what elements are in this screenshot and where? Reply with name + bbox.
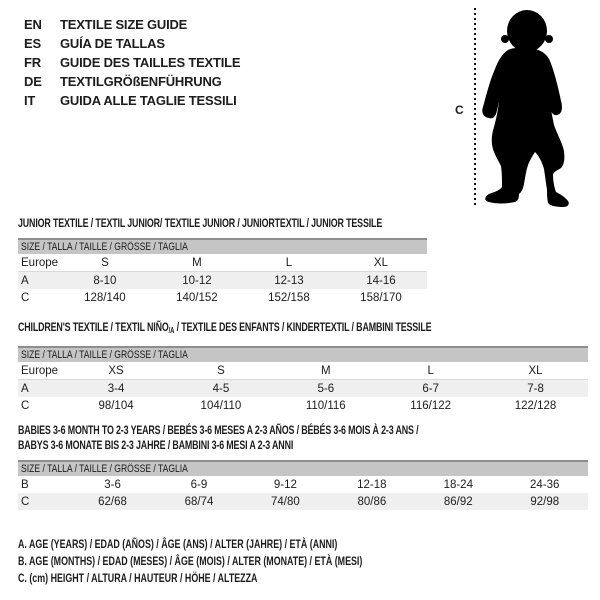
row-label: B [21,478,29,491]
language-title-list [24,15,240,110]
list-item [24,34,240,53]
table-cell: 104/110 [200,399,242,412]
table-cell: M [151,254,243,272]
table-cell: 116/122 [410,399,452,412]
title-part: CHILDREN'S TEXTILE / TEXTIL NIÑO [18,320,169,334]
babies-size-table [18,460,588,510]
table-row [18,254,427,272]
height-measure-label: C [455,103,464,117]
table-cell: 10-12 [151,272,243,290]
table-cell: 98/104 [98,399,134,412]
table-row [18,476,588,493]
table-cell: 18-24 [443,478,473,491]
language-title: GUIDE DES TAILLES TEXTILE [60,55,241,70]
table-cell: 24-36 [530,478,560,491]
table-cell: L [378,362,483,380]
section-title-babies [18,423,559,453]
title-part: / TEXTILE DES ENFANTS / KINDERTEXTIL / BAMBINI TESSILE [174,320,432,334]
table-cell: 92/98 [502,493,589,510]
table-cell: 12-13 [243,272,335,290]
table-cell: XS [64,362,169,380]
row-label: A [18,380,64,398]
language-title: TEXTILE SIZE GUIDE [60,17,188,32]
list-item [24,53,240,72]
row-label: C [18,493,69,510]
table-cell: 128/140 [84,291,126,304]
table-row [18,397,588,414]
table-cell: 5-6 [273,380,378,398]
title-subscript: /A [168,326,175,335]
row-label: C [21,291,30,304]
table-row [18,493,588,510]
table-cell: 62/68 [69,493,155,510]
table-cell: 86/92 [415,493,501,510]
section-title-junior [18,216,510,231]
table-cell: 9-12 [273,478,297,491]
list-item [24,91,240,110]
row-label: C [21,399,30,412]
language-code: EN [24,17,42,32]
table-cell: 74/80 [242,493,328,510]
table-row [18,380,588,398]
size-header-label: SIZE / TALLA / TAILLE / GRÖSSE / TAGLIA [21,349,188,361]
table-cell: 4-5 [168,380,273,398]
list-item [24,15,240,34]
table-cell: 152/158 [268,291,310,304]
section-title-text [18,320,431,338]
children-size-table [18,346,588,414]
language-title: GUIDA ALLE TAGLIE TESSILI [60,93,237,108]
table-cell: 6-9 [190,478,208,491]
table-cell: S [168,362,273,380]
table-cell: XL [483,362,588,380]
footnote-text: C. (cm) HEIGHT / ALTURA / HAUTEUR / HÖHE / ALTEZZA [18,571,258,585]
language-title: GUÍA DE TALLAS [60,36,165,51]
section-title-line1: BABIES 3-6 MONTH TO 2-3 YEARS / BEBÉS 3-6 MESES A 2-3 AÑOS / BÉBÉS 3-6 MOIS À 2-3 ANS / [18,423,419,437]
row-label: Europe [18,362,64,380]
footnote-c [18,570,483,587]
list-item [24,72,240,91]
table-cell: 14-16 [335,272,427,290]
height-measure-dotted-line [474,8,476,207]
section-title-text: JUNIOR TEXTILE / TEXTIL JUNIOR/ TEXTILE JUNIOR / JUNIORTEXTIL / JUNIOR TESSILE [18,216,383,230]
table-cell: 122/128 [514,399,557,412]
size-header-row [18,239,427,254]
table-row [18,289,427,306]
size-header-label: SIZE / TALLA / TAILLE / GRÖSSE / TAGLIA [21,463,188,475]
footnote-text: B. AGE (MONTHS) / EDAD (MESES) / ÂGE (MOIS) / ALTER (MONATE) / ETÀ (MESI) [18,554,363,568]
table-cell: 68/74 [156,493,242,510]
size-header-label: SIZE / TALLA / TAILLE / GRÖSSE / TAGLIA [21,241,188,253]
language-code: FR [24,55,41,70]
language-code: DE [24,74,42,89]
size-header-row [18,347,588,362]
table-cell: 110/116 [305,399,346,412]
table-cell: 12-18 [357,478,387,491]
table-cell: M [273,362,378,380]
table-row [18,362,588,380]
size-header-row [18,461,588,476]
table-cell: XL [335,254,427,272]
baby-silhouette-icon [478,8,570,210]
footnote-text: A. AGE (YEARS) / EDAD (AÑOS) / ÂGE (ANS) / ALTER (JAHRE) / ETÀ (ANNI) [18,537,338,551]
table-cell: 7-8 [483,380,588,398]
footnote-b [18,553,483,570]
language-title: TEXTILGRÖßENFÜHRUNG [60,74,222,89]
language-code: IT [24,93,36,108]
footnote-a [18,536,483,553]
table-cell: S [59,254,151,272]
section-title-children [18,320,577,338]
junior-size-table [18,238,427,306]
table-cell: 3-6 [104,478,121,491]
table-cell: 158/170 [360,291,402,304]
table-cell: 3-4 [64,380,169,398]
table-cell: 140/152 [176,291,218,304]
table-row [18,272,427,290]
section-title-line2: BABYS 3-6 MONATE BIS 2-3 JAHRE / BAMBINI 3-6 MESI A 2-3 ANNI [18,438,294,452]
language-code: ES [24,36,41,51]
row-label: Europe [18,254,59,272]
row-label: A [18,272,59,290]
table-cell: 80/86 [329,493,415,510]
footnotes [18,536,483,587]
table-cell: 8-10 [59,272,151,290]
table-cell: L [243,254,335,272]
table-cell: 6-7 [378,380,483,398]
